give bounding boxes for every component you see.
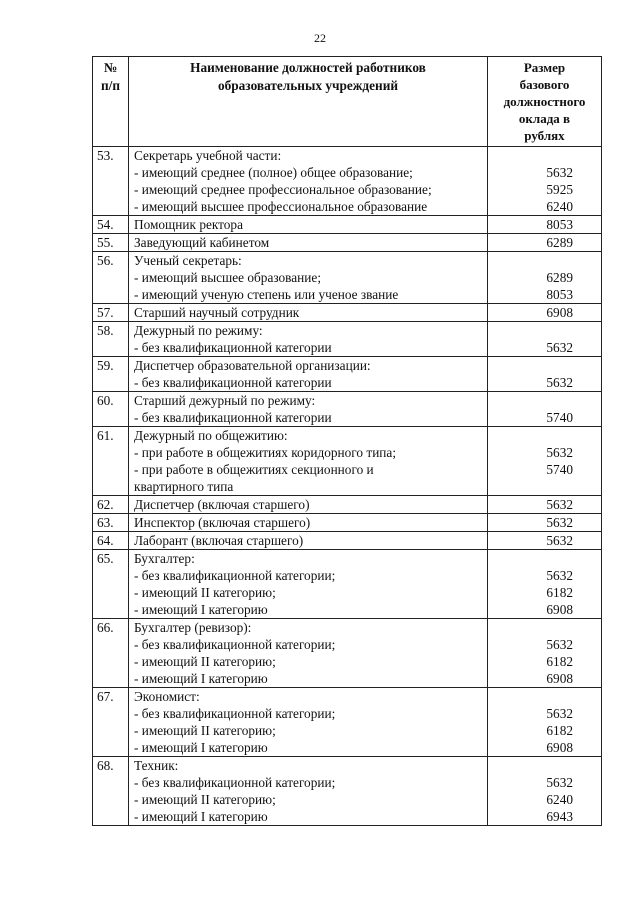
salary-cell [488, 234, 602, 252]
salary-value: 5632 [546, 775, 573, 790]
position-name-line: - имеющий I категорию [134, 740, 268, 755]
row-number: 67. [93, 688, 129, 757]
position-name-cell [129, 757, 488, 826]
position-name-line: Бухгалтер: [134, 551, 195, 566]
header-name-line: Наименование должностей работников [190, 60, 426, 75]
position-name-line: Техник: [134, 758, 179, 773]
salary-value: 6182 [546, 654, 573, 669]
position-name-line: Диспетчер образовательной организации: [134, 358, 371, 373]
header-name-line: образовательных учреждений [217, 78, 399, 93]
table-row [93, 757, 602, 826]
salary-value: 5632 [546, 568, 573, 583]
salary-cell [488, 392, 602, 427]
position-name-line: - имеющий среднее (полное) общее образование; [134, 165, 413, 180]
salary-value: 8053 [546, 217, 573, 232]
position-name-line: - без квалификационной категории [134, 340, 332, 355]
salary-cell [488, 532, 602, 550]
position-name-cell [129, 357, 488, 392]
position-name-line: - при работе в общежитиях коридорного типа; [134, 445, 397, 460]
header-salary [488, 57, 602, 147]
salary-value [488, 478, 573, 495]
position-name-line: - при работе в общежитиях секционного и [134, 462, 374, 477]
salary-cell [488, 252, 602, 304]
salary-table [92, 56, 602, 826]
position-name-line: Заведующий кабинетом [134, 235, 270, 250]
table-row [93, 550, 602, 619]
position-name-line: Дежурный по режиму: [134, 323, 263, 338]
position-name-line: - имеющий II категорию; [134, 585, 276, 600]
table-row [93, 304, 602, 322]
table-row [93, 619, 602, 688]
position-name-line: - имеющий высшее образование; [134, 270, 322, 285]
salary-value: 5632 [546, 375, 573, 390]
salary-value: 5740 [546, 410, 573, 425]
header-salary-line: оклада в [518, 111, 571, 126]
salary-cell [488, 304, 602, 322]
position-name-line: - без квалификационной категории; [134, 637, 336, 652]
row-number: 60. [93, 392, 129, 427]
position-name-line: Ученый секретарь: [134, 253, 242, 268]
salary-cell [488, 550, 602, 619]
salary-cell [488, 147, 602, 216]
salary-value [488, 427, 573, 444]
row-number: 68. [93, 757, 129, 826]
position-name-line: Дежурный по общежитию: [134, 428, 288, 443]
row-number: 62. [93, 496, 129, 514]
salary-value: 8053 [546, 287, 573, 302]
table-row [93, 496, 602, 514]
position-name-line: Экономист: [134, 689, 200, 704]
position-name-line: - имеющий II категорию; [134, 723, 276, 738]
table-row [93, 532, 602, 550]
table-row [93, 234, 602, 252]
salary-value [488, 757, 573, 774]
table-row [93, 392, 602, 427]
table-row [93, 427, 602, 496]
salary-value: 6908 [546, 602, 573, 617]
position-name-cell [129, 550, 488, 619]
salary-value [488, 357, 573, 374]
header-salary-line: базового [519, 77, 570, 92]
table-header-row [93, 57, 602, 147]
position-name-line: Лаборант (включая старшего) [134, 533, 304, 548]
position-name-cell [129, 427, 488, 496]
salary-cell [488, 514, 602, 532]
salary-cell [488, 757, 602, 826]
salary-value: 5925 [546, 182, 573, 197]
salary-value: 5632 [546, 445, 573, 460]
position-name-line: Секретарь учебной части: [134, 148, 282, 163]
position-name-line: Инспектор (включая старшего) [134, 515, 311, 530]
position-name-line: Помощник ректора [134, 217, 243, 232]
position-name-line: - имеющий II категорию; [134, 792, 276, 807]
salary-value: 6182 [546, 723, 573, 738]
table-row [93, 216, 602, 234]
position-name-line: - имеющий ученую степень или ученое звание [134, 287, 399, 302]
salary-cell [488, 216, 602, 234]
position-name-line: - имеющий среднее профессиональное образование; [134, 182, 432, 197]
salary-value [488, 322, 573, 339]
position-name-cell [129, 147, 488, 216]
salary-value: 6240 [546, 199, 573, 214]
row-number: 56. [93, 252, 129, 304]
position-name-line: Диспетчер (включая старшего) [134, 497, 310, 512]
position-name-line: квартирного типа [134, 479, 234, 494]
position-name-line: - имеющий I категорию [134, 671, 268, 686]
table-row [93, 147, 602, 216]
position-name-cell [129, 216, 488, 234]
row-number: 63. [93, 514, 129, 532]
page-number: 22 [314, 31, 326, 45]
row-number: 64. [93, 532, 129, 550]
header-number: № п/п [93, 57, 129, 147]
table-row [93, 688, 602, 757]
table-row [93, 322, 602, 357]
position-name-line: Старший научный сотрудник [134, 305, 300, 320]
salary-value: 5632 [546, 165, 573, 180]
table-row [93, 252, 602, 304]
position-name-line: - имеющий высшее профессиональное образование [134, 199, 428, 214]
salary-value: 6289 [546, 270, 573, 285]
row-number: 59. [93, 357, 129, 392]
salary-value: 6908 [546, 740, 573, 755]
salary-cell [488, 688, 602, 757]
row-number: 53. [93, 147, 129, 216]
position-name-line: - без квалификационной категории; [134, 568, 336, 583]
salary-value: 5632 [546, 515, 573, 530]
position-name-line: - имеющий II категорию; [134, 654, 276, 669]
salary-value: 6908 [546, 305, 573, 320]
salary-value: 6908 [546, 671, 573, 686]
salary-value: 6240 [546, 792, 573, 807]
salary-value [488, 688, 573, 705]
salary-value [488, 550, 573, 567]
position-name-line: - без квалификационной категории; [134, 706, 336, 721]
position-name-cell [129, 532, 488, 550]
position-name-line: - имеющий I категорию [134, 809, 268, 824]
row-number: 57. [93, 304, 129, 322]
salary-cell [488, 357, 602, 392]
salary-value [488, 392, 573, 409]
position-name-cell [129, 252, 488, 304]
header-salary-line: должностного [503, 94, 586, 109]
salary-value: 5740 [546, 462, 573, 477]
position-name-cell [129, 514, 488, 532]
header-salary-line: рублях [524, 128, 565, 143]
row-number: 55. [93, 234, 129, 252]
position-name-line: - без квалификационной категории [134, 410, 332, 425]
position-name-cell [129, 234, 488, 252]
salary-cell [488, 322, 602, 357]
position-name-cell [129, 392, 488, 427]
salary-cell [488, 427, 602, 496]
position-name-line: Старший дежурный по режиму: [134, 393, 316, 408]
salary-value [488, 147, 573, 164]
position-name-line: - без квалификационной категории [134, 375, 332, 390]
salary-value: 5632 [546, 497, 573, 512]
salary-cell [488, 496, 602, 514]
salary-value: 5632 [546, 340, 573, 355]
salary-value: 5632 [546, 637, 573, 652]
table-row [93, 514, 602, 532]
table-row [93, 357, 602, 392]
position-name-cell [129, 304, 488, 322]
salary-value [488, 619, 573, 636]
row-number: 66. [93, 619, 129, 688]
row-number: 65. [93, 550, 129, 619]
row-number: 58. [93, 322, 129, 357]
salary-value: 5632 [546, 706, 573, 721]
row-number: 54. [93, 216, 129, 234]
salary-value: 5632 [546, 533, 573, 548]
salary-value: 6289 [546, 235, 573, 250]
header-position-name [129, 57, 488, 147]
position-name-line: - имеющий I категорию [134, 602, 268, 617]
position-name-cell [129, 322, 488, 357]
salary-value: 6943 [546, 809, 573, 824]
row-number: 61. [93, 427, 129, 496]
salary-cell [488, 619, 602, 688]
position-name-cell [129, 619, 488, 688]
position-name-line: Бухгалтер (ревизор): [134, 620, 252, 635]
salary-value: 6182 [546, 585, 573, 600]
position-name-cell [129, 496, 488, 514]
header-salary-line: Размер [523, 60, 566, 75]
salary-value [488, 252, 573, 269]
position-name-line: - без квалификационной категории; [134, 775, 336, 790]
position-name-cell [129, 688, 488, 757]
